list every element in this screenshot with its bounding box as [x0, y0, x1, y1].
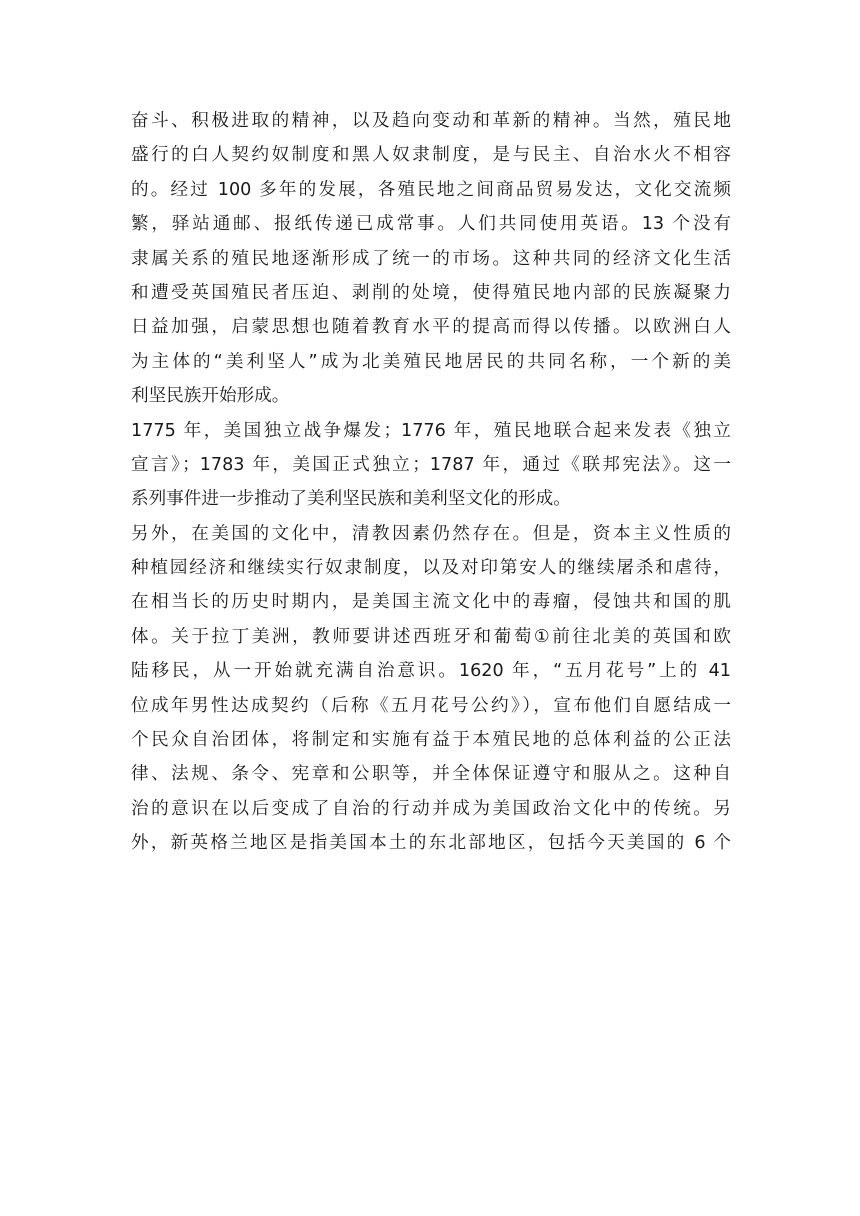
paragraph-3 — [131, 517, 731, 861]
text-line: 盛行的白人契约奴制度和黑人奴隶制度，是与民主、自治水火不相容 — [131, 145, 731, 166]
paragraph-1 — [131, 104, 731, 414]
text-line: 在相当长的历史时期内，是美国主流文化中的毒瘤，侵蚀共和国的肌 — [131, 592, 731, 613]
text-line: 陆移民，从一开始就充满自治意识。1620 年，“五月花号”上的 41 — [131, 661, 731, 682]
text-line: 和遭受英国殖民者压迫、剥削的处境，使得殖民地内部的民族凝聚力 — [131, 282, 731, 303]
text-line: 宣言》；1783 年，美国正式独立；1787 年，通过《联邦宪法》。这一 — [131, 454, 731, 475]
text-line: 隶属关系的殖民地逐渐形成了统一的市场。这种共同的经济文化生活 — [131, 248, 731, 269]
text-line: 奋斗、积极进取的精神，以及趋向变动和革新的精神。当然，殖民地 — [131, 111, 731, 131]
text-line: 的。经过 100 多年的发展，各殖民地之间商品贸易发达，文化交流频 — [131, 179, 731, 200]
paragraph-2 — [131, 414, 731, 517]
text-line: 系列事件进一步推动了美利坚民族和美利坚文化的形成。 — [131, 489, 571, 510]
text-line: 1775 年，美国独立战争爆发；1776 年，殖民地联合起来发表《独立 — [131, 420, 731, 441]
document-page — [131, 104, 731, 861]
text-line: 为主体的“美利坚人”成为北美殖民地居民的共同名称，一个新的美 — [131, 351, 731, 372]
text-line: 利坚民族开始形成。 — [131, 386, 290, 407]
text-line: 律、法规、条令、宪章和公职等，并全体保证遵守和服从之。这种自 — [131, 764, 731, 785]
text-line: 个民众自治团体，将制定和实施有益于本殖民地的总体利益的公正法 — [131, 730, 731, 751]
text-line: 外，新英格兰地区是指美国本土的东北部地区，包括今天美国的 6 个 — [131, 833, 731, 854]
text-line: 另外，在美国的文化中，清教因素仍然存在。但是，资本主义性质的 — [131, 523, 731, 544]
text-line: 种植园经济和继续实行奴隶制度，以及对印第安人的继续屠杀和虐待， — [131, 558, 731, 579]
text-line: 位成年男性达成契约（后称《五月花号公约》），宣布他们自愿结成一 — [131, 695, 731, 716]
text-line: 治的意识在以后变成了自治的行动并成为美国政治文化中的传统。另 — [131, 798, 731, 819]
text-line: 体。关于拉丁美洲，教师要讲述西班牙和葡萄①前往北美的英国和欧 — [131, 626, 731, 647]
text-line: 繁，驿站通邮、报纸传递已成常事。人们共同使用英语。13 个没有 — [131, 214, 731, 235]
text-line: 日益加强，启蒙思想也随着教育水平的提高而得以传播。以欧洲白人 — [131, 317, 731, 338]
